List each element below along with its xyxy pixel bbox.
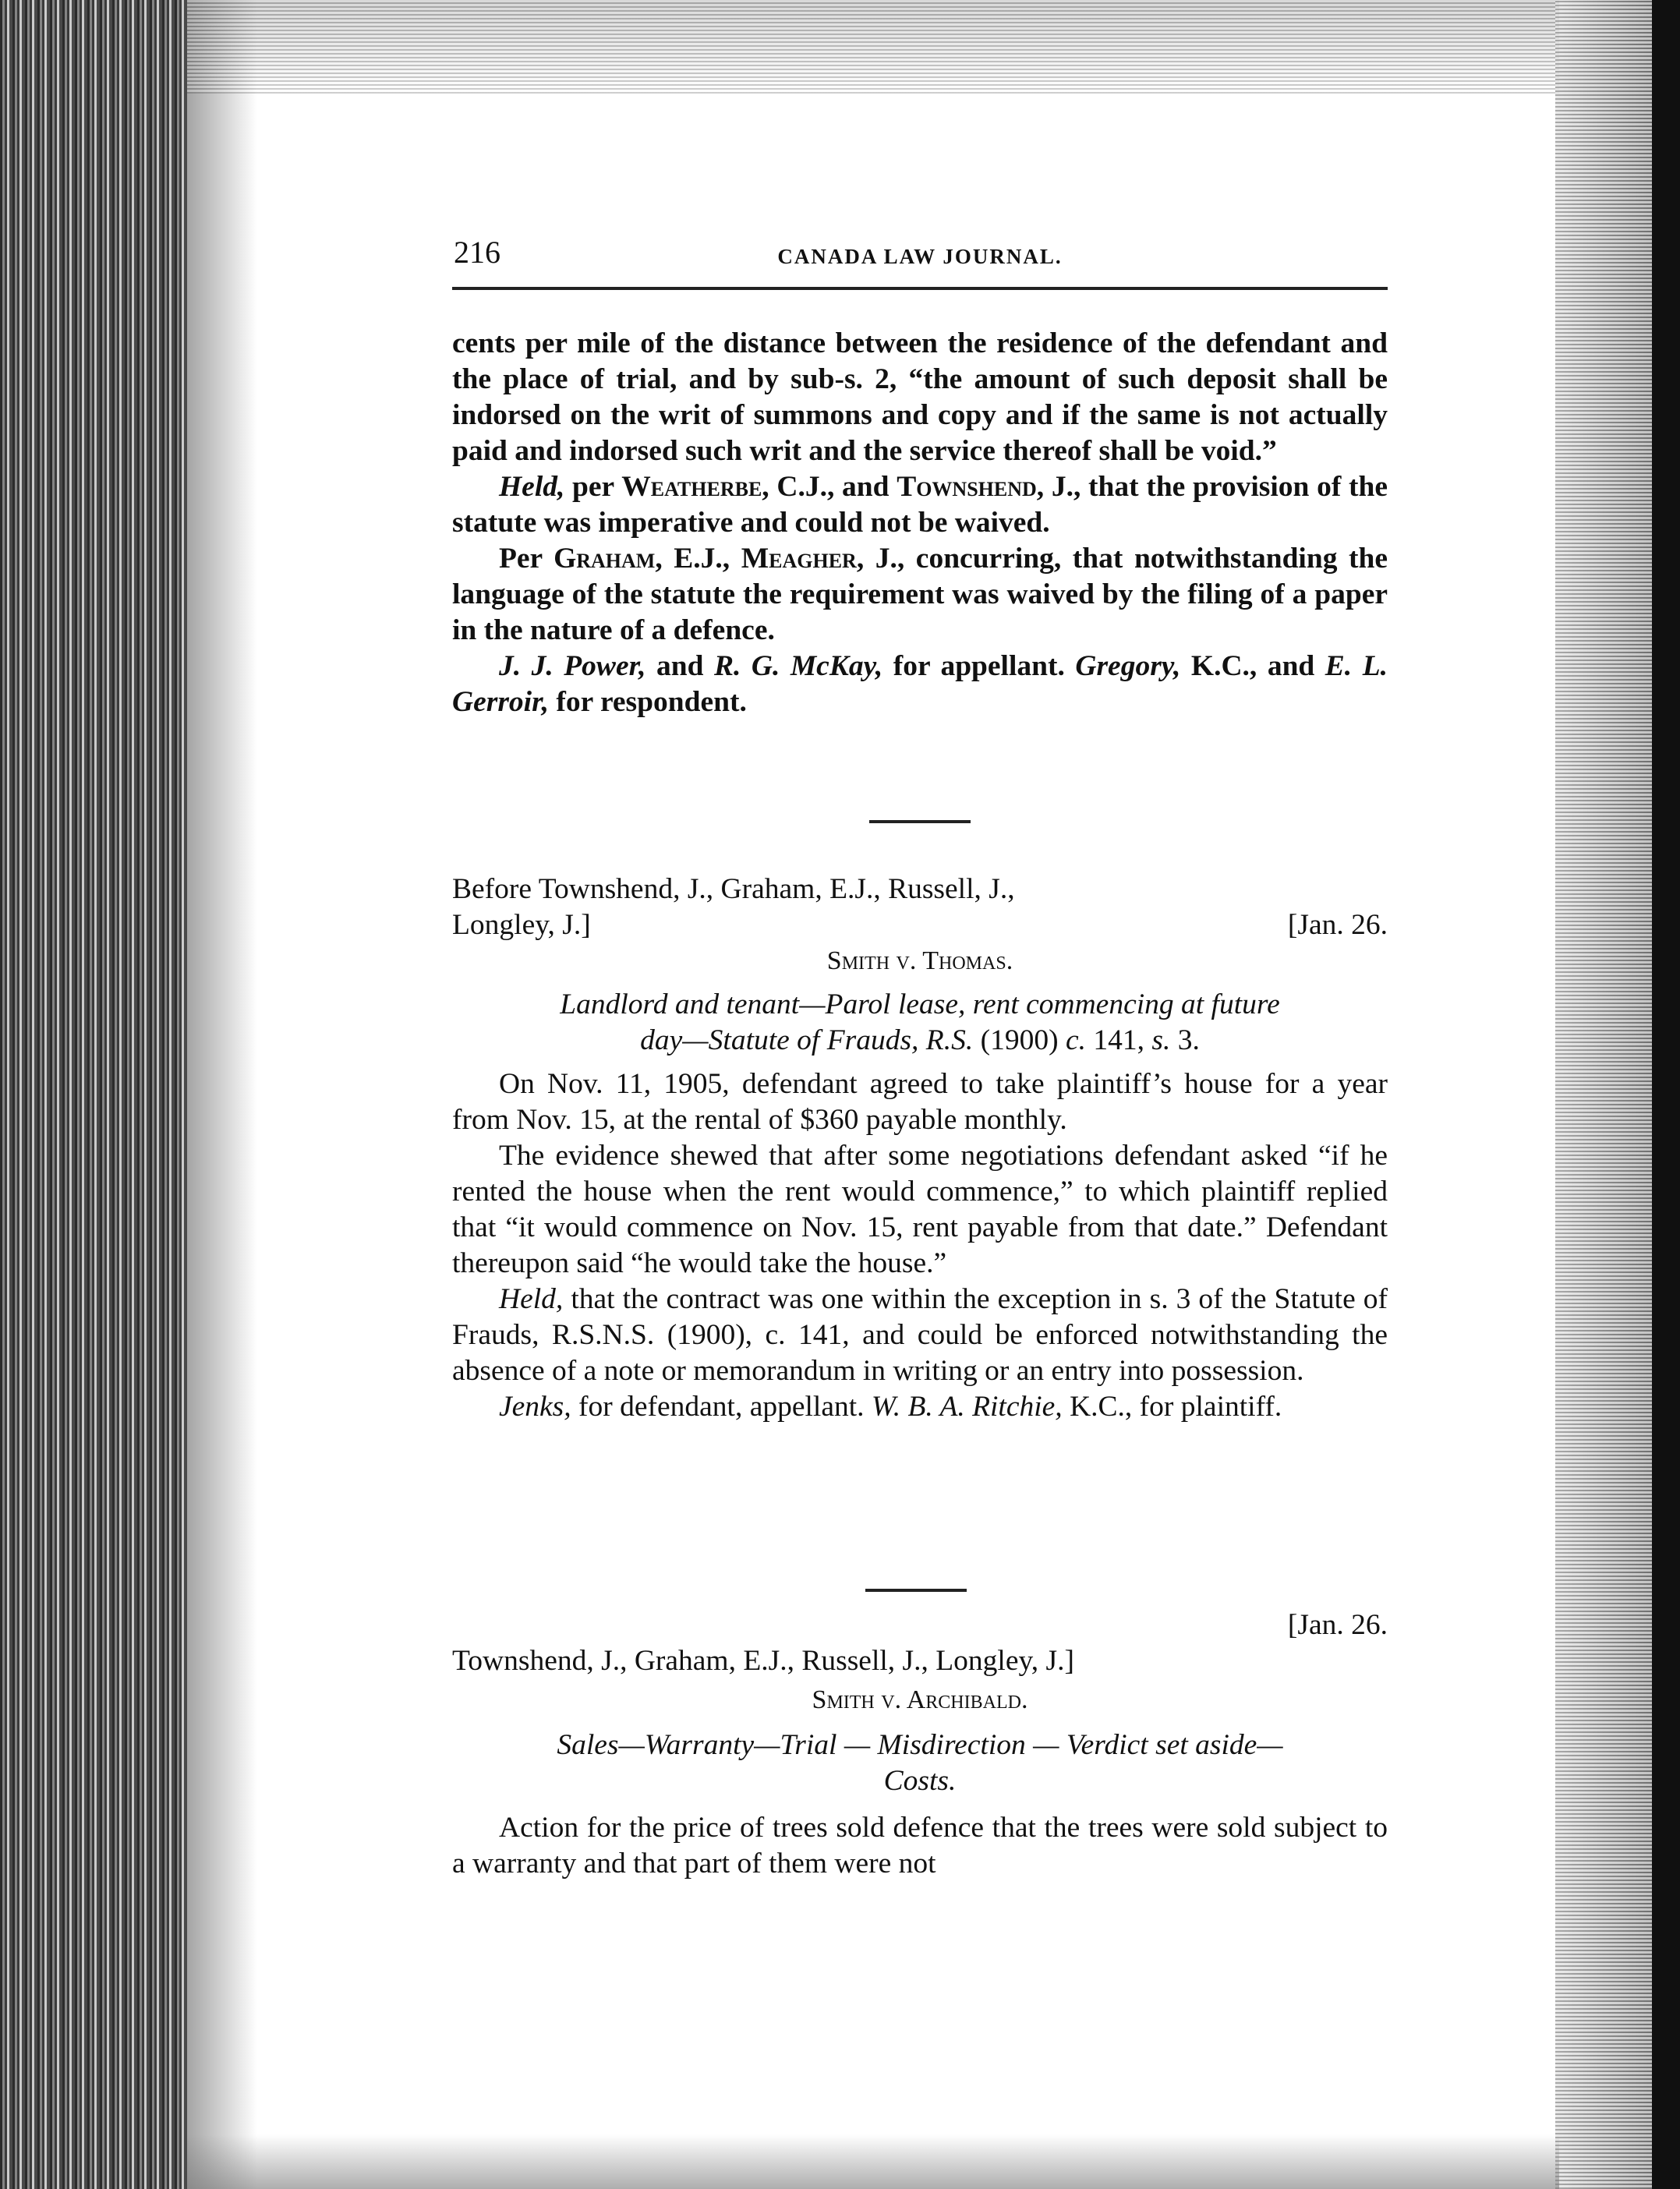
headnote bbox=[452, 1023, 1388, 1059]
page-header bbox=[452, 234, 1388, 281]
header-rule bbox=[452, 287, 1388, 290]
bench-line bbox=[452, 872, 1388, 907]
facts-paragraph: On Nov. 11, 1905, defendant agreed to take plaintiff’s house for a year from Nov. 15, at the rental of $360 payable monthly. bbox=[452, 1068, 1388, 1136]
book-gutter-shadow bbox=[0, 0, 187, 2189]
text: c. bbox=[1065, 1024, 1086, 1056]
text: , E.J., bbox=[655, 543, 741, 575]
counsel-name: E. L. Gerroir, bbox=[452, 650, 1388, 718]
held-paragraph bbox=[452, 469, 1388, 541]
case-smith-v-archibald bbox=[452, 1607, 1388, 1882]
decision-date: [Jan. 26. bbox=[1287, 1609, 1388, 1641]
text: for defendant, appellant. bbox=[571, 1391, 872, 1423]
previous-case-continuation bbox=[452, 326, 1388, 720]
paragraph: cents per mile of the distance between the residence of the defendant and the place of trial, and by sub-s. 2, “the amount of such deposit shall be indorsed on the writ of summons and copy and if the same is not actually paid and indorsed such writ and the service thereof shall be void.” bbox=[452, 327, 1388, 467]
counsel-name: Jenks, bbox=[499, 1391, 571, 1423]
judge-name: Weatherbe bbox=[621, 471, 762, 503]
text: and bbox=[645, 650, 714, 682]
top-scan-edge bbox=[187, 0, 1559, 94]
headnote-text: day—Statute of Frauds, R.S. bbox=[640, 1024, 974, 1056]
bench-text: Longley, J.] bbox=[452, 909, 591, 941]
text: , J., that the provision of the statute was imperative and could not be waived. bbox=[452, 471, 1388, 539]
concurring-paragraph bbox=[452, 541, 1388, 649]
headnote-text: Costs. bbox=[883, 1765, 957, 1797]
held-paragraph bbox=[452, 1282, 1388, 1389]
running-head: CANADA LAW JOURNAL. bbox=[777, 245, 1063, 268]
text: for appellant. bbox=[882, 650, 1076, 682]
text: , C.J., and bbox=[762, 471, 897, 503]
case-title: Smith v. Thomas. bbox=[826, 946, 1013, 975]
counsel-paragraph bbox=[452, 1389, 1388, 1425]
counsel-name: W. B. A. Ritchie, bbox=[871, 1391, 1063, 1423]
separator-rule bbox=[865, 1589, 967, 1592]
bench-text: Before Townshend, J., Graham, E.J., Russell, J., bbox=[452, 873, 1015, 905]
text: K.C., for plaintiff. bbox=[1062, 1391, 1282, 1423]
text: 141, bbox=[1085, 1024, 1152, 1056]
text: for respondent. bbox=[548, 686, 747, 718]
text: K.C., and bbox=[1180, 650, 1325, 682]
right-dark-border bbox=[1652, 0, 1680, 2189]
headnote bbox=[452, 1763, 1388, 1799]
separator-rule bbox=[869, 820, 971, 823]
counsel-paragraph bbox=[452, 649, 1388, 720]
gutter-fade bbox=[187, 0, 257, 2189]
bottom-scan-edge bbox=[187, 2134, 1559, 2189]
decision-date: [Jan. 26. bbox=[1287, 909, 1388, 941]
held-label: Held, bbox=[499, 471, 565, 503]
judge-name: Graham bbox=[554, 543, 656, 575]
bench-line: Townshend, J., Graham, E.J., Russell, J., Longley, J.] bbox=[452, 1645, 1074, 1677]
headnote-text: Landlord and tenant—Parol lease, rent commencing at future bbox=[560, 988, 1280, 1020]
text: s. bbox=[1151, 1024, 1171, 1056]
counsel-name: R. G. McKay, bbox=[713, 650, 883, 682]
text: , J., concurring, that notwithstanding the language of the statute the requirement was waived by the filing of a paper in the nature of a defence. bbox=[452, 543, 1388, 646]
judge-name: Townshend bbox=[897, 471, 1037, 503]
page-number: 216 bbox=[454, 235, 500, 270]
judge-name: Meagher bbox=[741, 543, 857, 575]
text: 3. bbox=[1170, 1024, 1200, 1056]
case-smith-v-thomas bbox=[452, 872, 1388, 1425]
text: that the contract was one within the exception in s. 3 of the Statute of Frauds, R.S.N.S. (1900), c. 141, and could be enforced notwithstanding the absence of a note or memorandum in writing or an entry into possession. bbox=[452, 1283, 1388, 1387]
case-title: Smith v. Archibald. bbox=[812, 1685, 1028, 1714]
counsel-name: J. J. Power, bbox=[499, 650, 646, 682]
headnote-text: Sales—Warranty—Trial — Misdirection — Verdict set aside— bbox=[557, 1729, 1283, 1761]
text: Per bbox=[499, 543, 554, 575]
headnote bbox=[452, 987, 1388, 1023]
held-label: Held, bbox=[499, 1283, 564, 1315]
facts-paragraph: Action for the price of trees sold defence that the trees were sold subject to a warranty and that part of them were not bbox=[452, 1812, 1388, 1880]
headnote bbox=[452, 1728, 1388, 1763]
evidence-paragraph: The evidence shewed that after some negotiations defendant asked “if he rented the house when the rent would commence,” to which plaintiff replied that “it would commence on Nov. 15, rent payable from that date.” Defendant thereupon said “he would take the house.” bbox=[452, 1140, 1388, 1279]
text: per bbox=[564, 471, 622, 503]
counsel-name: Gregory, bbox=[1075, 650, 1181, 682]
bench-line-date bbox=[452, 907, 1388, 943]
text: (1900) bbox=[973, 1024, 1066, 1056]
